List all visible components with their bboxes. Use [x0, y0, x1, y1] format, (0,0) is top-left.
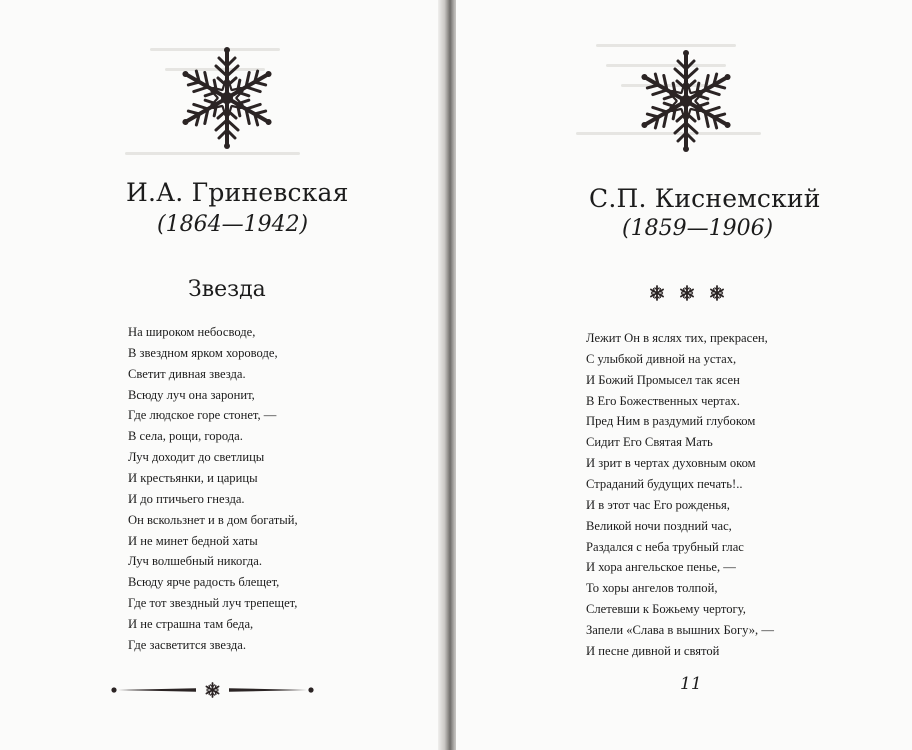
poem-line: И до птичьего гнезда. — [128, 491, 245, 506]
snowflake-icon — [708, 284, 726, 302]
poem-line: Где людское горе стонет, — — [128, 408, 277, 423]
snowflake-icon — [632, 43, 740, 159]
poem-line: И Божий Промысел так ясен — [586, 372, 740, 387]
poem-line: Пред Ним в раздумий глубоком — [586, 414, 756, 429]
author-dates: (1859—1906) — [622, 216, 774, 241]
poem-line: Сидит Его Святая Мать — [586, 435, 713, 450]
right-page — [456, 0, 912, 750]
poem-line: Раздался с неба трубный глас — [586, 539, 744, 554]
author-dates: (1864—1942) — [157, 212, 309, 237]
poem-line: Лежит Он в яслях тих, прекрасен, — [586, 331, 768, 345]
poem-line: С улыбкой дивной на устах, — [586, 351, 737, 366]
poem-line: И не минет бедной хаты — [128, 533, 258, 548]
author-name: И.А. Гриневская — [126, 178, 349, 207]
poem-line: Всюду луч она заронит, — [128, 387, 255, 402]
snowflake-icon — [172, 40, 282, 156]
asterism-separator — [648, 284, 726, 302]
poem-line: В Его Божественных чертах. — [586, 393, 740, 408]
poem-line: Луч доходит до светлицы — [128, 450, 265, 465]
author-name: С.П. Киснемский — [589, 184, 821, 213]
poem-line: И в этот час Его рожденья, — [586, 497, 730, 512]
poem-line: Где тот звездный луч трепещет, — [128, 596, 298, 611]
poem-line: И песне дивной и святой — [586, 643, 720, 658]
poem-line: В звездном ярком хороводе, — [128, 345, 278, 360]
poem-line: Луч волшебный никогда. — [128, 554, 263, 569]
poem-line: На широком небосводе, — [128, 325, 256, 339]
poem-line: В села, рощи, города. — [128, 429, 243, 444]
snowflake-ornament-icon — [110, 679, 315, 701]
poem-line: Запели «Слава в вышних Богу», — — [586, 622, 774, 637]
poem-line: То хоры ангелов толпой, — [586, 581, 718, 596]
poem-line: Он вскользнет и в дом богатый, — [128, 512, 298, 527]
poem-line: Страданий будущих печать!.. — [586, 476, 743, 491]
poem-line: И не страшна там беда, — [128, 616, 254, 631]
poem-line: И хора ангельское пенье, — — [586, 560, 736, 575]
left-page — [0, 0, 442, 750]
poem-line: Великой ночи поздний час, — [586, 518, 732, 533]
page-number: 11 — [680, 674, 702, 694]
snowflake-icon — [678, 284, 696, 302]
poem-title: Звезда — [188, 277, 266, 302]
poem-line: И крестьянки, и царицы — [128, 470, 258, 485]
snowflake-icon — [648, 284, 666, 302]
poem-line: Где засветится звезда. — [128, 637, 247, 652]
poem-line: И зрит в чертах духовным оком — [586, 456, 756, 471]
poem-line: Всюду ярче радость блещет, — [128, 575, 280, 590]
poem-line: Слетевши к Божьему чертогу, — [586, 602, 746, 617]
poem-line: Светит дивная звезда. — [128, 366, 246, 381]
